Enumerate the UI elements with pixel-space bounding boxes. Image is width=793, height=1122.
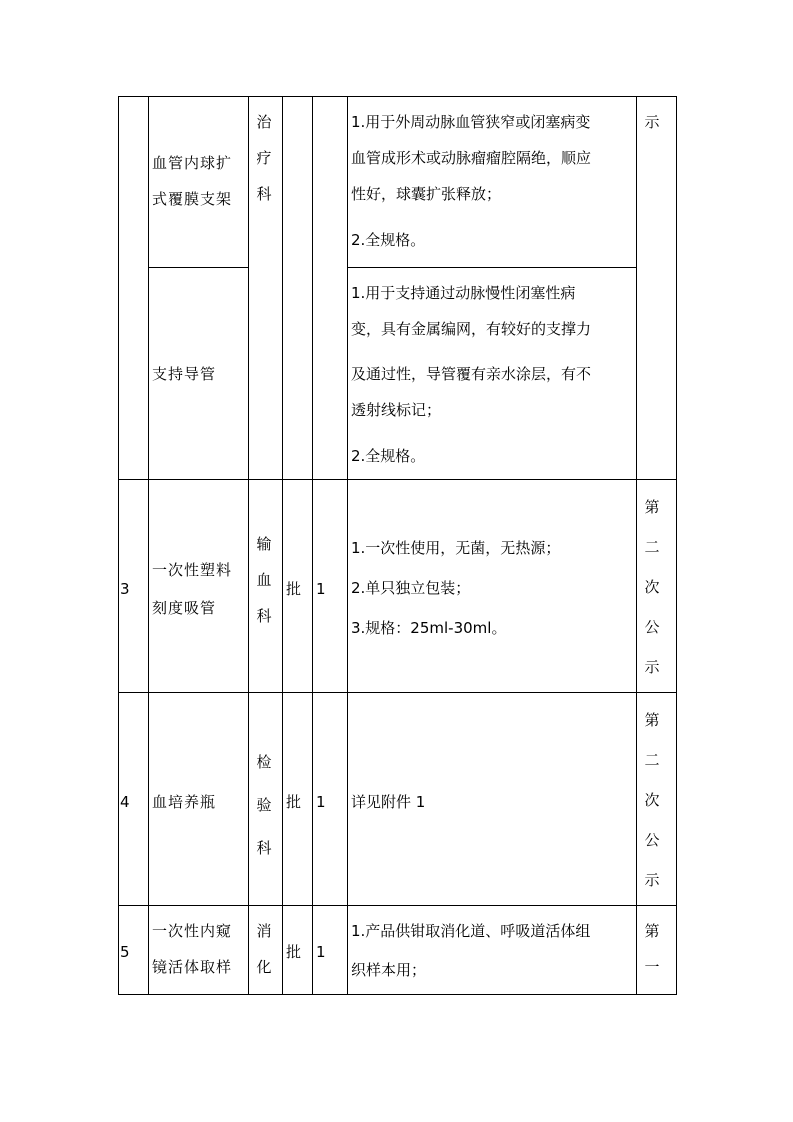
row-number: 5 (120, 943, 130, 961)
col-border (248, 96, 249, 995)
row-divider-partial (347, 267, 636, 268)
description-line: 3.规格：25ml-30ml。 (351, 619, 507, 637)
description-line: 2.全规格。 (351, 447, 426, 465)
col-border (347, 96, 348, 995)
quantity-cell: 1 (316, 793, 326, 811)
description-line: 变，具有金属编网，有较好的支撑力 (351, 320, 592, 338)
description-line: 1.一次性使用，无菌，无热源； (351, 539, 561, 557)
remark-cell: 示 (644, 113, 660, 131)
col-border (282, 96, 283, 995)
description-line: 性好，球囊扩张释放； (351, 185, 502, 203)
description-line: 透射线标记； (351, 401, 442, 419)
item-name-line: 支持导管 (152, 365, 217, 383)
unit-cell: 批 (286, 943, 302, 961)
item-name-line: 镜活体取样 (152, 958, 233, 976)
description-line: 及通过性，导管覆有亲水涂层，有不 (351, 365, 592, 383)
department-cell: 消 化 (256, 922, 272, 976)
item-name-line: 血管内球扩 (152, 154, 233, 172)
col-border (676, 96, 677, 995)
row-divider (118, 692, 676, 693)
item-name-line: 血培养瓶 (152, 793, 217, 811)
department-cell: 治 疗 科 (256, 113, 272, 203)
item-name-line: 刻度吸管 (152, 599, 217, 617)
description-line: 织样本用； (351, 961, 427, 979)
item-name-line: 式覆膜支架 (152, 190, 233, 208)
remark-cell: 第 二 次 公 示 (644, 711, 660, 889)
description-line: 2.全规格。 (351, 231, 426, 249)
row-divider-partial (148, 267, 248, 268)
table-bottom-border (118, 994, 676, 995)
description-line: 1.用于支持通过动脉慢性闭塞性病 (351, 284, 576, 302)
col-border (148, 96, 149, 995)
unit-cell: 批 (286, 580, 302, 598)
remark-cell: 第 二 次 公 示 (644, 498, 660, 676)
col-border (636, 96, 637, 995)
table-top-border (118, 96, 676, 97)
department-cell: 检 验 科 (256, 753, 272, 857)
remark-cell: 第 一 (644, 922, 660, 976)
description-line: 2.单只独立包装； (351, 579, 471, 597)
row-divider (118, 479, 676, 480)
item-name-line: 一次性内窥 (152, 922, 233, 940)
description-line: 血管成形术或动脉瘤瘤腔隔绝，顺应 (351, 149, 592, 167)
quantity-cell: 1 (316, 580, 326, 598)
unit-cell: 批 (286, 793, 302, 811)
department-cell: 输 血 科 (256, 535, 272, 625)
col-border (312, 96, 313, 995)
description-line: 1.产品供钳取消化道、呼吸道活体组 (351, 922, 591, 940)
quantity-cell: 1 (316, 943, 326, 961)
item-name-line: 一次性塑料 (152, 561, 233, 579)
row-divider (118, 905, 676, 906)
row-number: 4 (120, 793, 130, 811)
description-line: 1.用于外周动脉血管狭窄或闭塞病变 (351, 113, 591, 131)
col-border (118, 96, 119, 995)
row-number: 3 (120, 580, 130, 598)
description-line: 详见附件 1 (351, 793, 426, 811)
